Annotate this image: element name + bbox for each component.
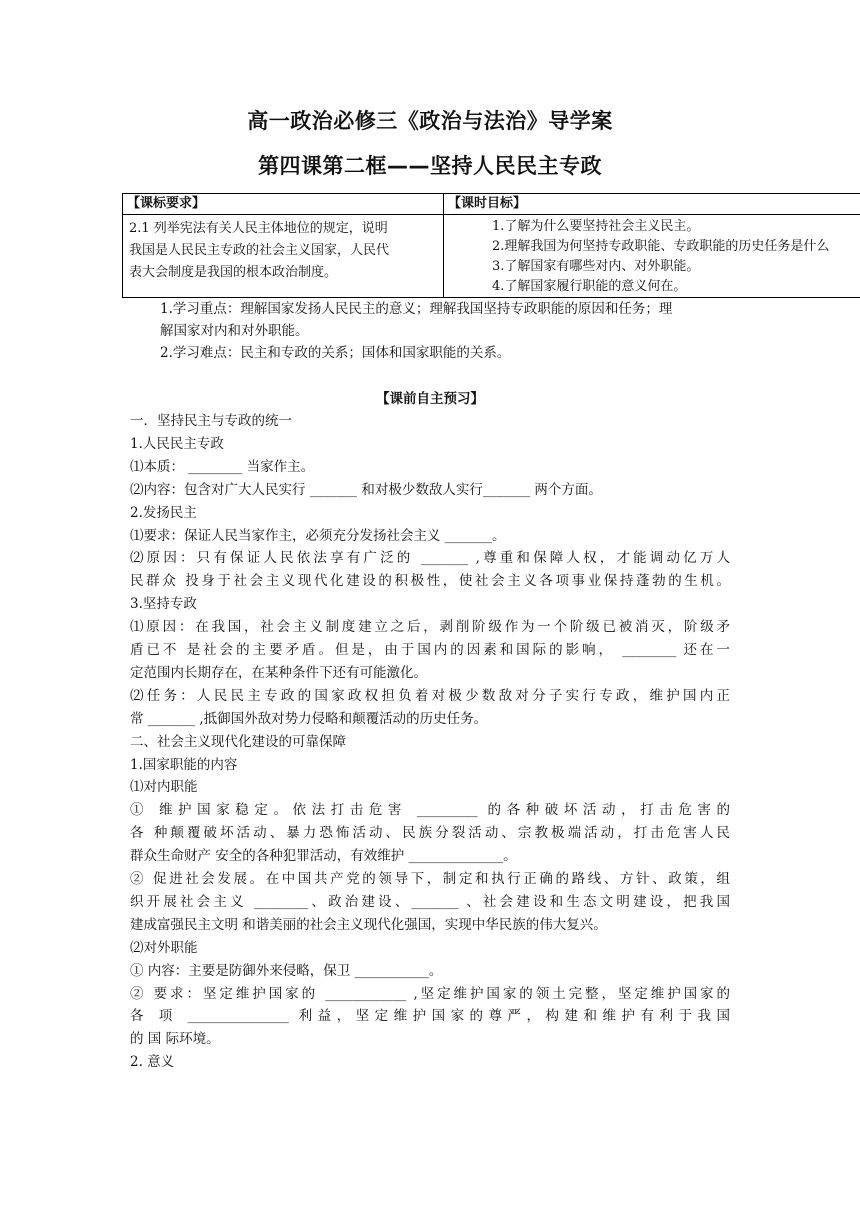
goal-item: 3.了解国家有哪些对内、对外职能。 xyxy=(492,259,700,274)
body-line: 群众生命财产 安全的各种犯罪活动，有效维护 ______________。 xyxy=(130,848,517,865)
goals-header: 【课时目标】 xyxy=(444,194,860,215)
body-line: 2. 意义 xyxy=(130,1054,175,1071)
body-line: 1.国家职能的内容 xyxy=(130,756,238,773)
body-line: ① 内容：主要是防御外来侵略，保卫 ___________。 xyxy=(130,962,443,979)
body-line: 民群众 投身于社会主义现代化建设的积极性，使社会主义各项事业保持蓬勃的生机。 xyxy=(130,573,730,590)
goal-item: 1.了解为什么要坚持社会主义民主。 xyxy=(492,219,700,234)
body-line: 一．坚持民主与专政的统一 xyxy=(130,413,292,429)
body-line: 二、社会主义现代化建设的可靠保障 xyxy=(130,733,346,750)
body-line: ⑴对内职能 xyxy=(130,779,198,796)
focus-line: 1.学习重点：理解国家发扬人民民主的意义；理解我国坚持专政职能的原因和任务；理 xyxy=(160,301,673,317)
standards-cell xyxy=(123,215,444,298)
standards-line: 我国是人民民主专政的社会主义国家，人民代 xyxy=(129,243,390,258)
body-line: 各 种颠覆破坏活动、暴力恐怖活动、民族分裂活动、宗教极端活动，打击危害人民 xyxy=(130,825,730,842)
focus-line: 解国家对内和对外职能。 xyxy=(160,323,309,339)
body-line: ⑵对外职能 xyxy=(130,939,198,956)
lesson-title: 第四课第二框——坚持人民民主专政 xyxy=(258,154,602,178)
body-line: ⑵内容：包含对广大人民实行 _______ 和对极少数敌人实行_______ 两个方面。 xyxy=(130,481,602,498)
standards-line: 表大会制度是我国的根本政治制度。 xyxy=(129,265,338,280)
objectives-table xyxy=(122,193,860,298)
section-title: 【课前自主预习】 xyxy=(376,391,484,407)
body-line: 1.人民民主专政 xyxy=(130,435,224,452)
body-line: 3.坚持专政 xyxy=(130,596,197,613)
body-line: 各 项 _______________ 利益，坚定维护国家的尊严，构建和维护有利于我国 xyxy=(130,1008,730,1025)
body-line: ① 维护国家稳定。依法打击危害 _________ 的各种破坏活动，打击危害的 xyxy=(130,802,730,819)
body-line: 的 国 际环境。 xyxy=(130,1031,220,1048)
goal-item: 2.理解我国为何坚持专政职能、专政职能的历史任务是什么 xyxy=(492,239,830,254)
body-line: 2.发扬民主 xyxy=(130,504,197,521)
body-line: ⑴本质： ________ 当家作主。 xyxy=(130,458,315,475)
focus-line: 2.学习难点：民主和专政的关系；国体和国家职能的关系。 xyxy=(160,345,511,361)
body-line: ⑵任务：人民民主专政的国家政权担负着对极少数敌对分子实行专政，维护国内正 xyxy=(130,687,730,704)
body-line: ⑴原因：在我国，社会主义制度建立之后，剥削阶级作为一个阶级已被消灭，阶级矛 xyxy=(130,619,730,636)
body-line: 常 _______ ,抵御国外敌对势力侵略和颠覆活动的历史任务。 xyxy=(130,710,488,727)
body-line: ⑴要求：保证人民当家作主，必须充分发扬社会主义 _______。 xyxy=(130,527,506,544)
body-line: ② 要求：坚定维护国家的 ____________ ,坚定维护国家的领土完整，坚定维护国家的 xyxy=(130,985,730,1002)
goal-item: 4.了解国家履行职能的意义何在。 xyxy=(492,279,687,294)
body-line: ⑵原因：只有保证人民依法享有广泛的 _______ ,尊重和保障人权，才能调动亿万人 xyxy=(130,550,730,567)
body-line: 建成富强民主文明 和谐美丽的社会主义现代化强国，实现中华民族的伟大复兴。 xyxy=(130,916,607,933)
document-title: 高一政治必修三《政治与法治》导学案 xyxy=(247,109,613,133)
goals-cell xyxy=(444,215,860,298)
standards-header: 【课标要求】 xyxy=(123,194,444,215)
standards-line: 2.1 列举宪法有关人民主体地位的规定，说明 xyxy=(129,221,388,236)
body-line: 定范围内长期存在，在某种条件下还有可能激化。 xyxy=(130,664,427,681)
body-line: ② 促进社会发展。在中国共产党的领导下，制定和执行正确的路线、方针、政策，组 xyxy=(130,871,730,887)
body-line: 盾已不 是社会的主要矛盾。但是，由于国内的因素和国际的影响， ________ 还在一 xyxy=(130,642,730,658)
body-line: 织开展社会主义 ________、政治建设、_______ 、社会建设和生态文明建设，把我国 xyxy=(130,893,730,910)
